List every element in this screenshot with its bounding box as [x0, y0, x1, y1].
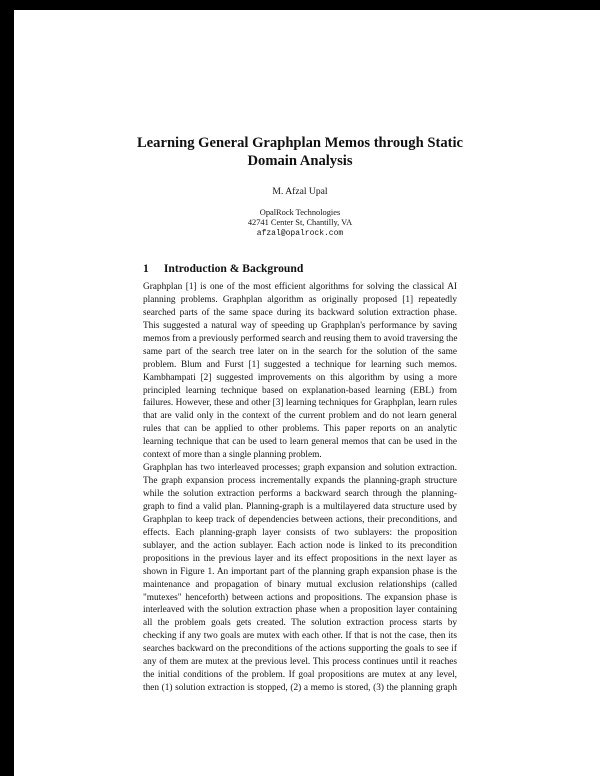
section-number: 1	[143, 262, 149, 275]
body-line: memos from a previously performed search and reusing them to avoid traversing the	[143, 333, 458, 344]
body-line: problem. Blum and Furst [1] suggested a technique for learning such memos.	[143, 359, 457, 370]
body-line: Graphplan has two interleaved processes; graph expansion and solution extraction.	[143, 463, 457, 474]
body-line: interleaved with the solution extraction phase when a proposition layer containing	[143, 605, 457, 616]
body-line: Kambhampati [2] suggested improvements on this algorithm by using a more	[143, 372, 457, 383]
body-line: the initial conditions of the problem. If goal propositions are mutex at any level,	[143, 670, 457, 681]
body-line: while the solution extraction performs a backward search through the planning-	[143, 489, 457, 499]
section-title: Introduction & Background	[163, 262, 304, 275]
body-line: sublayer, and the action sublayer. Each action node is linked to its precondition	[143, 540, 457, 551]
author-name: M. Afzal Upal	[272, 186, 328, 197]
body-line: searches backward on the preconditions of the actions supporting the goals to see if	[143, 644, 457, 655]
body-line: planning problems. Graphplan algorithm as originally proposed [1] repeatedly	[143, 294, 457, 305]
author-affiliation	[0, 208, 600, 239]
body-line: that are valid only in the context of the current problem and do not learn general	[143, 411, 457, 422]
title-line-1: Learning General Graphplan Memos through Static	[136, 135, 464, 151]
body-line: principled learning technique based on explanation-based learning (EBL) from	[143, 385, 457, 396]
body-line: rules that can be applied to other problems. This paper reports on an analytic	[143, 424, 457, 435]
body-line: Graphplan to keep track of dependencies between actions, their preconditions, and	[143, 514, 457, 525]
body-line: failures. However, these and other [3] learning techniques for Graphplan, learn rules	[143, 398, 457, 409]
body-line: any of them are mutex at the previous level. This process continues until it reaches	[143, 657, 457, 668]
body-line: Graphplan [1] is one of the most efficient algorithms for solving the classical AI	[143, 282, 457, 292]
body-text	[143, 281, 457, 695]
section-heading	[143, 262, 303, 275]
body-line: This suggested a natural way of speeding up Graphplan's performance by saving	[143, 320, 457, 331]
paper-title	[0, 134, 600, 170]
affiliation-address: 42741 Center St, Chantilly, VA	[247, 218, 353, 228]
body-line: maintenance and propagation of binary mutual exclusion relationships (called	[143, 579, 457, 590]
body-line: "mutexes" henceforth) between actions and propositions. The expansion phase is	[143, 592, 457, 603]
affiliation-email: afzal@opalrock.com	[256, 228, 344, 238]
body-line: effects. Each planning-graph layer consists of two sublayers: the proposition	[143, 527, 457, 538]
body-line: context of more than a single planning problem.	[143, 450, 322, 461]
body-line: all the problem goals gets created. The solution extraction process starts by	[143, 618, 457, 629]
body-line: graph to find a valid plan. Planning-graph is a multilayered data structure used by	[143, 501, 457, 512]
body-line: propositions in the previous layer and its effect propositions in the next layer as	[143, 553, 457, 564]
body-line: The graph expansion process incrementally expands the planning-graph structure	[143, 476, 457, 487]
body-line: then (1) solution extraction is stopped, (2) a memo is stored, (3) the planning graph	[143, 683, 457, 694]
body-line: same part of the search tree later on in the search for the solution of the same	[143, 346, 457, 357]
body-line: learning technique that can be used to learn general memos that can be used in the	[143, 437, 457, 448]
title-line-2: Domain Analysis	[247, 153, 353, 169]
body-line: checking if any two goals are mutex with each other. If that is not the case, then its	[143, 631, 457, 642]
affiliation-organization: OpalRock Technologies	[259, 208, 341, 217]
body-line: shown in Figure 1. An important part of the planning graph expansion phase is the	[143, 566, 457, 577]
body-line: searched parts of the same space during its backward solution extraction phase.	[143, 307, 457, 318]
